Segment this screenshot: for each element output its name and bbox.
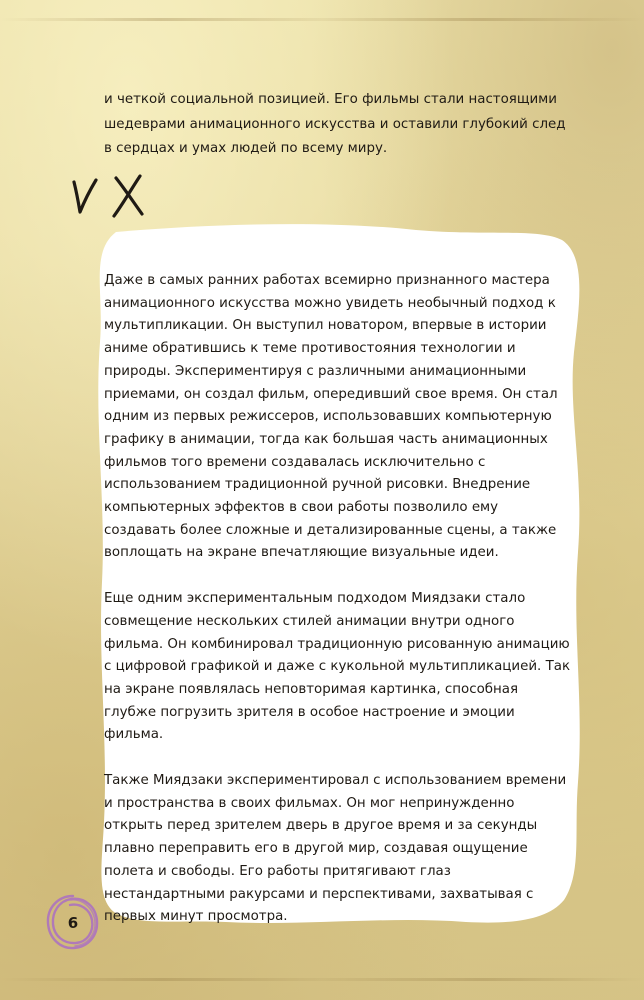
paper-crease — [0, 978, 644, 981]
paragraph: Также Миядзаки экспериментировал с использованием времени и пространства в своих фильмах. Он мог непринужденно открыть перед зрителем дверь в другое время и за секунды плавно переправить его в другой мир, создавая ощущение полета и свободы. Его работы притягивают глаз нестандартными ракурсами и перспективами, захватывая с первых минут просмотра. — [104, 773, 567, 925]
paragraph: Даже в самых ранних работах всемирно признанного мастера анимационного искусства можно увидеть необычный подход к мультипликации. Он выступил новатором, впервые в истории аниме обратившись к теме противостояния технологии и природы. Экспериментируя с различными анимационными приемами, он создал фильм, опередивший свое время. Он стал одним из первых режиссеров, использовавших компьютерную графику в анимации, тогда как большая часть анимационных фильмов того времени создавалась исключительно с использованием традиционной ручной рисовки. Внедрение компьютерных эффектов в свои работы позволило ему создавать более сложные и детализированные сцены, а также воплощать на экране впечатляющие визуальные идеи. — [104, 273, 558, 561]
page-number: 6 — [67, 914, 79, 932]
handwritten-vx-mark — [70, 172, 150, 220]
page-number-badge — [40, 890, 106, 956]
paragraph: Еще одним экспериментальным подходом Миядзаки стало совмещение нескольких стилей анимации внутри одного фильма. Он комбинировал традиционную рисованную анимацию с цифровой графикой и даже с кукольной мультипликацией. Так на экране появлялась неповторимая картинка, способная глубже погрузить зрителя в особое настроение и эмоции фильма. — [104, 591, 571, 743]
intro-text: и четкой социальной позицией. Его фильмы стали настоящими шедеврами анимационного искусства и оставили глубокий след в сердцах и умах людей по всему миру. — [104, 92, 566, 157]
article-body — [104, 270, 574, 952]
paper-crease — [0, 18, 644, 21]
